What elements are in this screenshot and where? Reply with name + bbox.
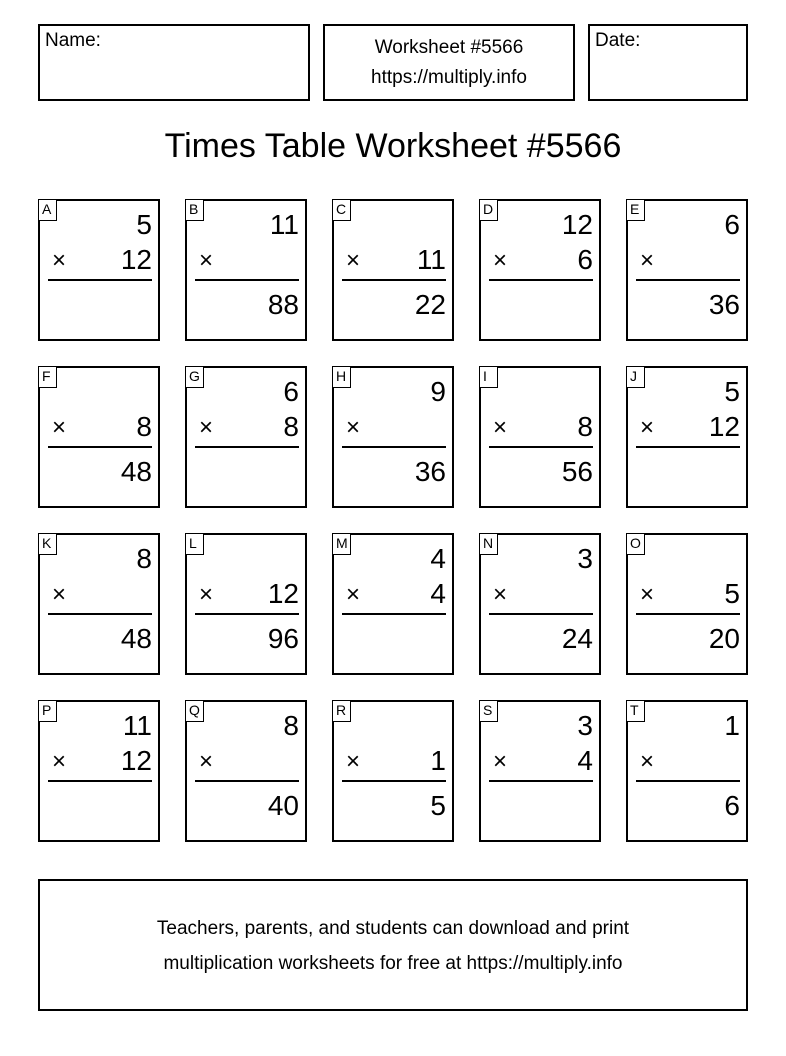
problem-letter: H [332, 366, 351, 388]
problem-answer: 6 [724, 790, 740, 821]
problem-multiplier: 4 [577, 745, 593, 776]
problem-top-number: 3 [577, 543, 593, 574]
problem-rule-line [195, 279, 299, 281]
problem-rule-line [489, 446, 593, 448]
problem-rule-line [636, 446, 740, 448]
problem-card [332, 533, 454, 675]
problem-answer: 36 [708, 289, 740, 320]
problem-top-number: 6 [283, 376, 299, 407]
problem-card [479, 700, 601, 842]
worksheet-number: Worksheet #5566 [374, 37, 524, 58]
problem-top-number: 6 [724, 209, 740, 240]
problem-card [38, 366, 160, 508]
problem-letter: C [332, 199, 351, 221]
problem-multiplier: 11 [416, 244, 446, 275]
problem-rule-line [48, 446, 152, 448]
multiply-sign: × [346, 414, 361, 441]
problem-letter: T [626, 700, 645, 722]
problem-card [626, 366, 748, 508]
problem-letter: L [185, 533, 204, 555]
problem-multiplier: 1 [430, 745, 446, 776]
problem-answer: 20 [708, 623, 740, 654]
problem-letter: N [479, 533, 498, 555]
problem-multiplier: 8 [577, 411, 593, 442]
problem-letter: M [332, 533, 351, 555]
date-box[interactable] [588, 24, 748, 101]
problem-answer: 22 [414, 289, 446, 320]
problem-card [185, 366, 307, 508]
multiply-sign: × [346, 581, 361, 608]
name-label: Name: [45, 30, 101, 51]
problem-card [332, 199, 454, 341]
problem-rule-line [342, 446, 446, 448]
problem-rule-line [195, 446, 299, 448]
problem-letter: D [479, 199, 498, 221]
multiply-sign: × [493, 247, 508, 274]
problem-card [332, 366, 454, 508]
problem-top-number: 9 [430, 376, 446, 407]
problem-top-number: 11 [122, 710, 152, 741]
worksheet-info-box [323, 24, 575, 101]
problem-top-number: 1 [724, 710, 740, 741]
problem-letter: B [185, 199, 204, 221]
multiply-sign: × [52, 748, 67, 775]
problem-card [626, 533, 748, 675]
problem-letter: J [626, 366, 645, 388]
problem-letter: Q [185, 700, 204, 722]
problem-letter: P [38, 700, 57, 722]
problem-top-number: 4 [430, 543, 446, 574]
problem-letter: G [185, 366, 204, 388]
footer-box [38, 879, 748, 1011]
problem-letter: O [626, 533, 645, 555]
problem-answer: 40 [267, 790, 299, 821]
problem-top-number: 5 [136, 209, 152, 240]
problem-answer: 36 [414, 456, 446, 487]
problem-multiplier: 12 [267, 578, 299, 609]
problem-card [38, 533, 160, 675]
multiply-sign: × [346, 247, 361, 274]
problem-multiplier: 6 [577, 244, 593, 275]
multiply-sign: × [199, 247, 214, 274]
problem-rule-line [195, 780, 299, 782]
problem-rule-line [489, 279, 593, 281]
problem-top-number: 3 [577, 710, 593, 741]
problem-rule-line [342, 613, 446, 615]
problem-multiplier: 12 [708, 411, 740, 442]
multiply-sign: × [493, 414, 508, 441]
problem-rule-line [636, 780, 740, 782]
problem-answer: 56 [561, 456, 593, 487]
problem-card [479, 199, 601, 341]
problem-multiplier: 4 [430, 578, 446, 609]
multiply-sign: × [52, 247, 67, 274]
problem-rule-line [489, 613, 593, 615]
problem-top-number: 5 [724, 376, 740, 407]
problem-card [38, 199, 160, 341]
footer-text-line-2: multiplication worksheets for free at https://multiply.info [163, 953, 623, 974]
problem-card [332, 700, 454, 842]
problem-card [185, 533, 307, 675]
problem-card [185, 700, 307, 842]
multiply-sign: × [640, 414, 655, 441]
problem-letter: R [332, 700, 351, 722]
multiply-sign: × [346, 748, 361, 775]
problem-multiplier: 5 [724, 578, 740, 609]
problem-rule-line [636, 613, 740, 615]
problem-answer: 5 [430, 790, 446, 821]
problem-rule-line [636, 279, 740, 281]
problem-answer: 88 [267, 289, 299, 320]
problem-answer: 48 [120, 623, 152, 654]
problem-letter: I [479, 366, 498, 388]
multiply-sign: × [199, 414, 214, 441]
problem-answer: 96 [267, 623, 299, 654]
problem-multiplier: 12 [120, 244, 152, 275]
problem-letter: E [626, 199, 645, 221]
problem-rule-line [342, 279, 446, 281]
problem-rule-line [48, 780, 152, 782]
multiply-sign: × [493, 748, 508, 775]
problem-multiplier: 12 [120, 745, 152, 776]
problem-multiplier: 8 [136, 411, 152, 442]
problem-card [38, 700, 160, 842]
problem-answer: 48 [120, 456, 152, 487]
problem-multiplier: 8 [283, 411, 299, 442]
multiply-sign: × [199, 748, 214, 775]
problem-top-number: 11 [269, 209, 299, 240]
problem-rule-line [48, 613, 152, 615]
problem-card [626, 199, 748, 341]
problem-card [479, 366, 601, 508]
problem-rule-line [48, 279, 152, 281]
footer-text-line-1: Teachers, parents, and students can download and print [156, 918, 630, 939]
problem-top-number: 8 [136, 543, 152, 574]
multiply-sign: × [52, 581, 67, 608]
problem-letter: K [38, 533, 57, 555]
name-box[interactable] [38, 24, 310, 101]
worksheet-url: https://multiply.info [371, 67, 527, 88]
problem-top-number: 12 [561, 209, 593, 240]
multiply-sign: × [199, 581, 214, 608]
multiply-sign: × [52, 414, 67, 441]
problem-answer: 24 [561, 623, 593, 654]
multiply-sign: × [640, 581, 655, 608]
problem-card [185, 199, 307, 341]
multiply-sign: × [493, 581, 508, 608]
problem-card [626, 700, 748, 842]
multiply-sign: × [640, 247, 655, 274]
problem-letter: S [479, 700, 498, 722]
problem-top-number: 8 [283, 710, 299, 741]
problem-card [479, 533, 601, 675]
date-label: Date: [595, 30, 641, 51]
page-title: Times Table Worksheet #5566 [164, 127, 622, 165]
problem-letter: F [38, 366, 57, 388]
multiply-sign: × [640, 748, 655, 775]
problem-rule-line [195, 613, 299, 615]
problem-letter: A [38, 199, 57, 221]
problem-rule-line [489, 780, 593, 782]
problem-rule-line [342, 780, 446, 782]
